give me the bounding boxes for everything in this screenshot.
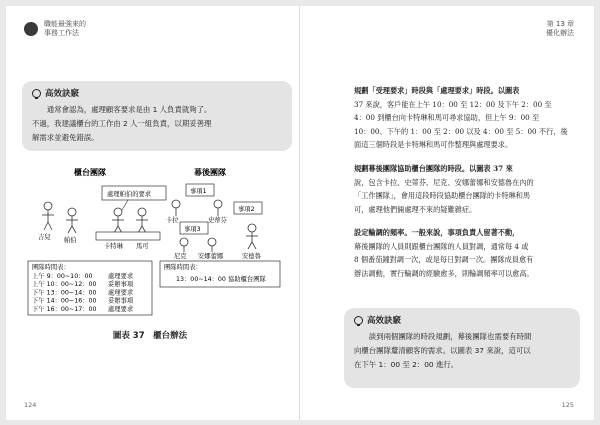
para2-line-1: 說，包含卡拉、史蒂芬、尼克、安娜蕾娜和安德魯在內的 [354,177,534,187]
book-spine [299,6,300,420]
page-number-left: 124 [24,401,37,409]
team-diagram [16,166,296,316]
tip-body-right: 談到兩個團隊的時段規劃，幕後團隊也需要有時間 向櫃台團隊釐清顧客的需求。以圖表 37 來說，這可以 在下午 1：00 至 2：00 進行。 [354,332,532,369]
tip-box-left [22,81,292,151]
para1-line-1: 37 來說，客戶能在上午 10：00 至 12：00 及下午 2：00 至 [354,99,552,109]
task2-label: 事項2 [238,206,255,213]
paragraph-1 [354,84,580,152]
backstage-schedule-title: 團隊時間表： [164,264,202,271]
counter-desk [96,232,160,240]
ponbo-figure-icon [66,208,78,233]
paragraph-3 [354,226,580,280]
para2-line-2: 「工作團隊」，會用這段時段協助櫃台團隊的卡特琳和馬 [354,191,531,200]
backstage-schedule-task: 協助櫃台團隊 [228,276,266,283]
tip-body-left: 通常會認為，處理顧客要求是由 1 人負責就夠了。 不過，我建議櫃台的工作由 2 人一組負責，以期妥善理 解需求並避免錯誤。 [32,105,212,142]
kara-name: 卡拉 [166,217,179,224]
book-logo-icon [24,22,38,36]
schedule-row-time: 下午 14：00~16：00 [32,297,97,305]
maker-name: 馬可 [136,243,149,250]
page-number-right: 125 [561,401,574,409]
schedule-row-task: 妥辦事項 [108,297,134,305]
request-bubble-text: 處理帕伯的要求 [107,191,152,198]
katerina-figure-icon [112,208,124,233]
team-backstage-title: 幕後團隊 [194,168,226,177]
tip-box-right [344,308,580,388]
running-header-right [546,20,574,38]
maker-figure-icon [136,208,148,233]
schedule-row-task: 妥辦事項 [108,281,134,289]
schedule-row-task: 處理要求 [108,305,134,313]
schedule-row-time: 下午 16：00~17：00 [32,305,97,313]
tip-title-right: 高效訣竅 [354,314,401,326]
backstage-schedule-time: 13：00~14：00 [176,276,226,283]
schedule-row-time: 上午 9：00~10：00 [32,273,93,280]
schedule-row-time: 上午 10：00~12：00 [32,281,97,289]
right-page [300,6,588,420]
para1-line-4: 面這三個時段是卡特琳和馬可作整理與處理要求。 [354,140,513,149]
left-page [6,6,294,420]
header-left-line1: 職能最強來的 [44,20,86,28]
schedule-row-task: 處理要求 [108,273,134,280]
customer-figure-icon [42,202,54,230]
para1-line-2: 4：00 到櫃台向卡特琳和馬可尋求協助，但上午 9：00 至 [354,113,540,122]
andesu-name: 安德魯 [242,253,261,260]
book-spread [6,6,594,420]
kara-figure-icon [172,200,180,216]
task3-label: 事項3 [184,226,201,233]
para3-line-0: 設定輪調的頻率。一般來說，事項負責人留著不動， [354,228,520,237]
para1-line-0: 規劃「受理要求」時段與「處理要求」時段。以圖表 [354,86,520,95]
para3-line-3: 辦法調動，實行輪調的經驗愈多，則輪調頻率可以愈高。 [354,268,534,278]
niku-figure-icon [180,238,188,252]
para1-line-3: 10：00、下午的 1：00 至 2：00 以及 4：00 至 5：00 不行，後 [354,126,568,136]
andesu-figure-icon [246,224,258,249]
customer-name: 吉兒 [38,234,51,241]
task1-label: 事項1 [190,188,207,195]
katerina-name: 卡特琳 [104,243,123,250]
andrea-figure-icon [208,238,216,252]
team-counter-title: 櫃台團隊 [74,168,106,177]
para3-line-1: 幕後團隊的人員則跟櫃台團隊的人員對調，通常每 4 或 [354,241,529,251]
schedule-row-time: 下午 13：00~14：00 [32,289,97,297]
para3-line-2: 8 個番茄鐘對調一次，或是每日對調一次。團隊成員愈有 [354,255,534,264]
header-right-line1: 第 13 章 [546,20,574,28]
lightbulb-icon [32,89,41,98]
shiguji-figure-icon [214,200,222,216]
counter-schedule-title: 團隊時間表： [32,264,70,271]
para2-line-0: 規劃幕後團隊協助櫃台團隊的時段。以圖表 37 來 [354,164,513,173]
para2-line-3: 可，處理他們倆處理不來的疑難雜症。 [354,204,477,214]
header-left-line2: 事務工作法 [44,29,79,37]
lightbulb-icon [354,316,363,325]
ponbo-name: 帕伯 [64,237,77,244]
schedule-row-task: 處理要求 [108,289,134,297]
header-right-line2: 優化辦法 [546,29,574,37]
andrea-name: 安娜蕾娜 [198,253,224,260]
paragraph-2 [354,162,580,216]
figure-caption: 圖表 37 櫃台辦法 [112,331,188,341]
tip-title-left: 高效訣竅 [32,87,79,99]
shiguji-name: 史蒂芬 [208,217,227,224]
niku-name: 尼克 [174,253,187,260]
running-header-left [24,20,86,38]
